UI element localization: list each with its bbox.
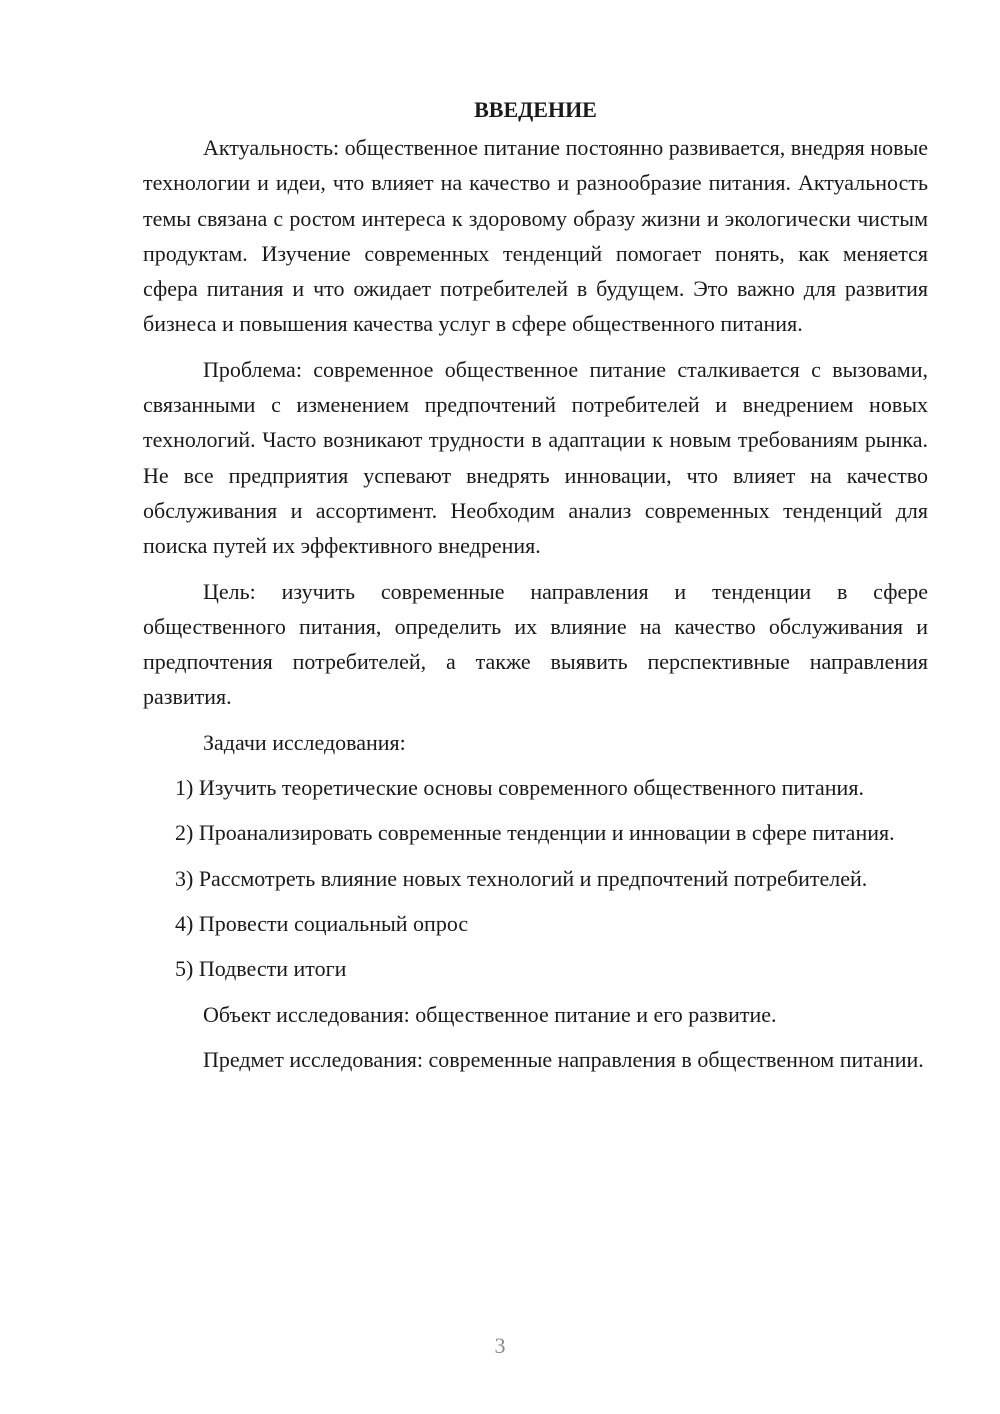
paragraph-problem: Проблема: современное общественное питание сталкивается с вызовами, связанными с изменением предпочтений потребителей и внедрением новых технологий. Часто возникают трудности в адаптации к новым требованиям рынка. Не все предприятия успевают внедрять инновации, что влияет на качество обслуживания и ассортимент. Необходим анализ современных тенденций для поиска путей их эффективного внедрения. xyxy=(143,356,928,559)
section-title: ВВЕДЕНИЕ xyxy=(474,97,597,122)
page-number: 3 xyxy=(494,1333,506,1358)
paragraph-relevance: Актуальность: общественное питание постоянно развивается, внедряя новые технологии и идеи, что влияет на качество и разнообразие питания. Актуальность темы связана с ростом интереса к здоровому образу жизни и экологически чистым продуктам. Изучение современных тенденций помогает понять, как меняется сфера питания и что ожидает потребителей в будущем. Это важно для развития бизнеса и повышения качества услуг в сфере общественного питания. xyxy=(143,135,929,337)
task-item-1: 1) Изучить теоретические основы современного общественного питания. xyxy=(175,775,864,801)
paragraph-goal: Цель: изучить современные направления и тенденции в сфере общественного питания, определить их влияние на качество обслуживания и предпочтения потребителей, а также выявить перспективные направления развития. xyxy=(143,578,928,710)
task-item-4: 4) Провести социальный опрос xyxy=(175,910,469,936)
paragraph-subject: Предмет исследования: современные направления в общественном питании. xyxy=(203,1046,924,1072)
document-page xyxy=(143,92,928,1087)
task-item-3: 3) Рассмотреть влияние новых технологий и предпочтений потребителей. xyxy=(175,865,868,891)
task-item-2: 2) Проанализировать современные тенденции и инновации в сфере питания. xyxy=(175,820,895,846)
paragraph-object: Объект исследования: общественное питание и его развитие. xyxy=(203,1001,777,1027)
task-item-5: 5) Подвести итоги xyxy=(175,956,347,982)
tasks-heading: Задачи исследования: xyxy=(203,729,406,755)
